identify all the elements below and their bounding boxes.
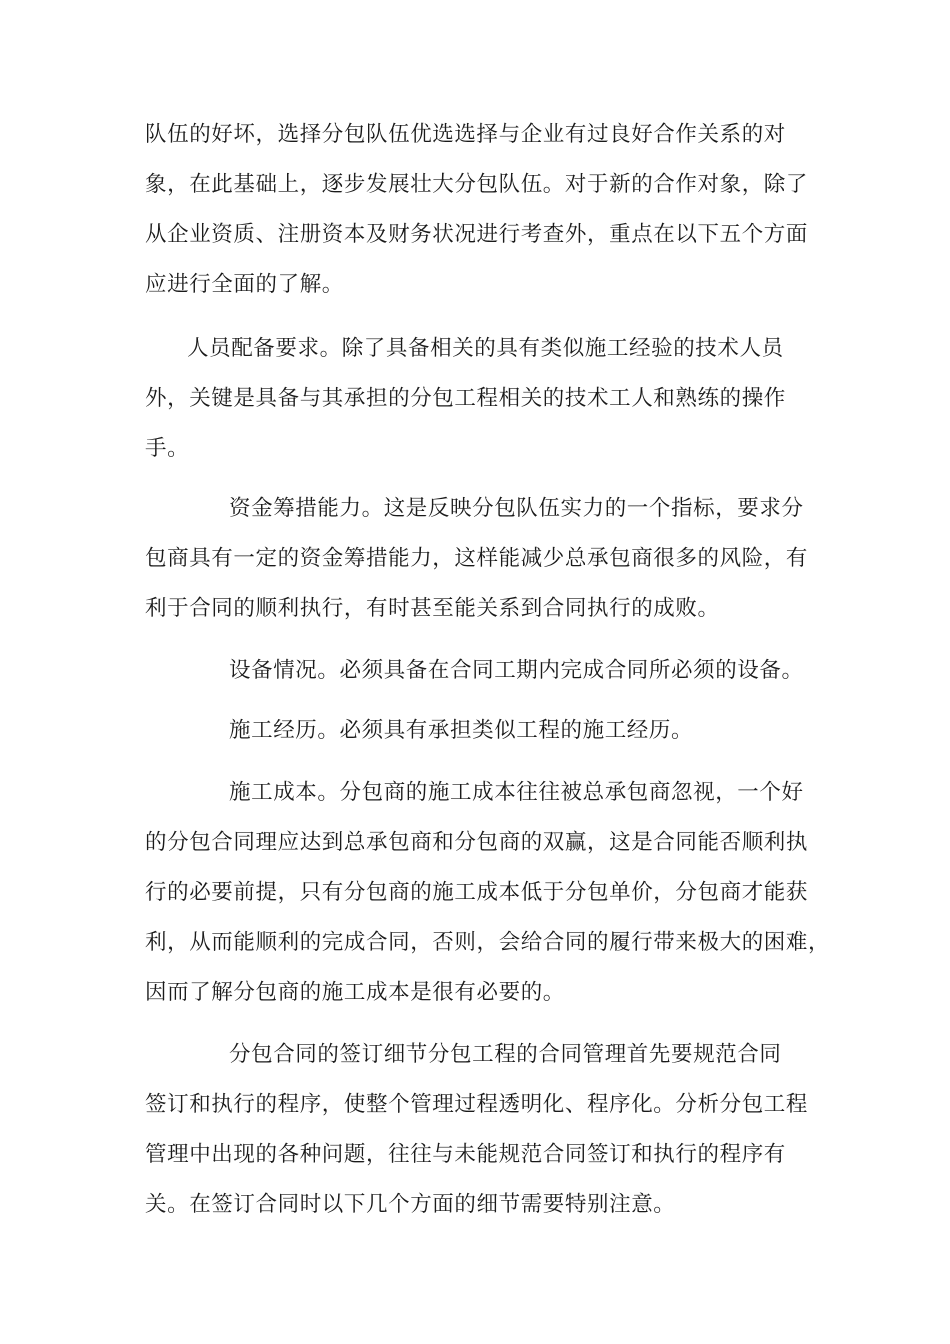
text-line: 从企业资质、注册资本及财务状况进行考查外，重点在以下五个方面 — [145, 222, 809, 247]
text-line: 关。在签订合同时以下几个方面的细节需要特别注意。 — [145, 1192, 676, 1217]
text-line: 队伍的好坏，选择分包队伍优选选择与企业有过良好合作关系的对 — [145, 122, 786, 147]
text-line: 应进行全面的了解。 — [145, 272, 344, 297]
text-line: 利，从而能顺利的完成合同，否则，会给合同的履行带来极大的困难， — [145, 930, 831, 955]
text-line: 外，关键是具备与其承担的分包工程相关的技术工人和熟练的操作 — [145, 386, 786, 411]
text-line: 人员配备要求。除了具备相关的具有类似施工经验的技术人员 — [187, 336, 784, 361]
text-line: 行的必要前提，只有分包商的施工成本低于分包单价，分包商才能获 — [145, 880, 809, 905]
text-line: 资金筹措能力。这是反映分包队伍实力的一个指标，要求分 — [229, 496, 804, 521]
text-line: 手。 — [145, 436, 190, 461]
text-line: 的分包合同理应达到总承包商和分包商的双赢，这是合同能否顺利执 — [145, 830, 809, 855]
text-line: 管理中出现的各种问题，往往与未能规范合同签订和执行的程序有 — [145, 1142, 786, 1167]
text-line: 签订和执行的程序，使整个管理过程透明化、程序化。分析分包工程 — [145, 1092, 809, 1117]
text-line: 施工成本。分包商的施工成本往往被总承包商忽视，一个好 — [229, 780, 804, 805]
text-line: 利于合同的顺利执行，有时甚至能关系到合同执行的成败。 — [145, 596, 720, 621]
text-line: 设备情况。必须具备在合同工期内完成合同所必须的设备。 — [229, 658, 804, 683]
text-line: 施工经历。必须具有承担类似工程的施工经历。 — [229, 718, 694, 743]
text-line: 包商具有一定的资金筹措能力，这样能减少总承包商很多的风险，有 — [145, 546, 809, 571]
text-line: 象，在此基础上，逐步发展壮大分包队伍。对于新的合作对象，除了 — [145, 172, 809, 197]
text-line: 分包合同的签订细节分包工程的合同管理首先要规范合同 — [229, 1042, 782, 1067]
text-line: 因而了解分包商的施工成本是很有必要的。 — [145, 980, 565, 1005]
